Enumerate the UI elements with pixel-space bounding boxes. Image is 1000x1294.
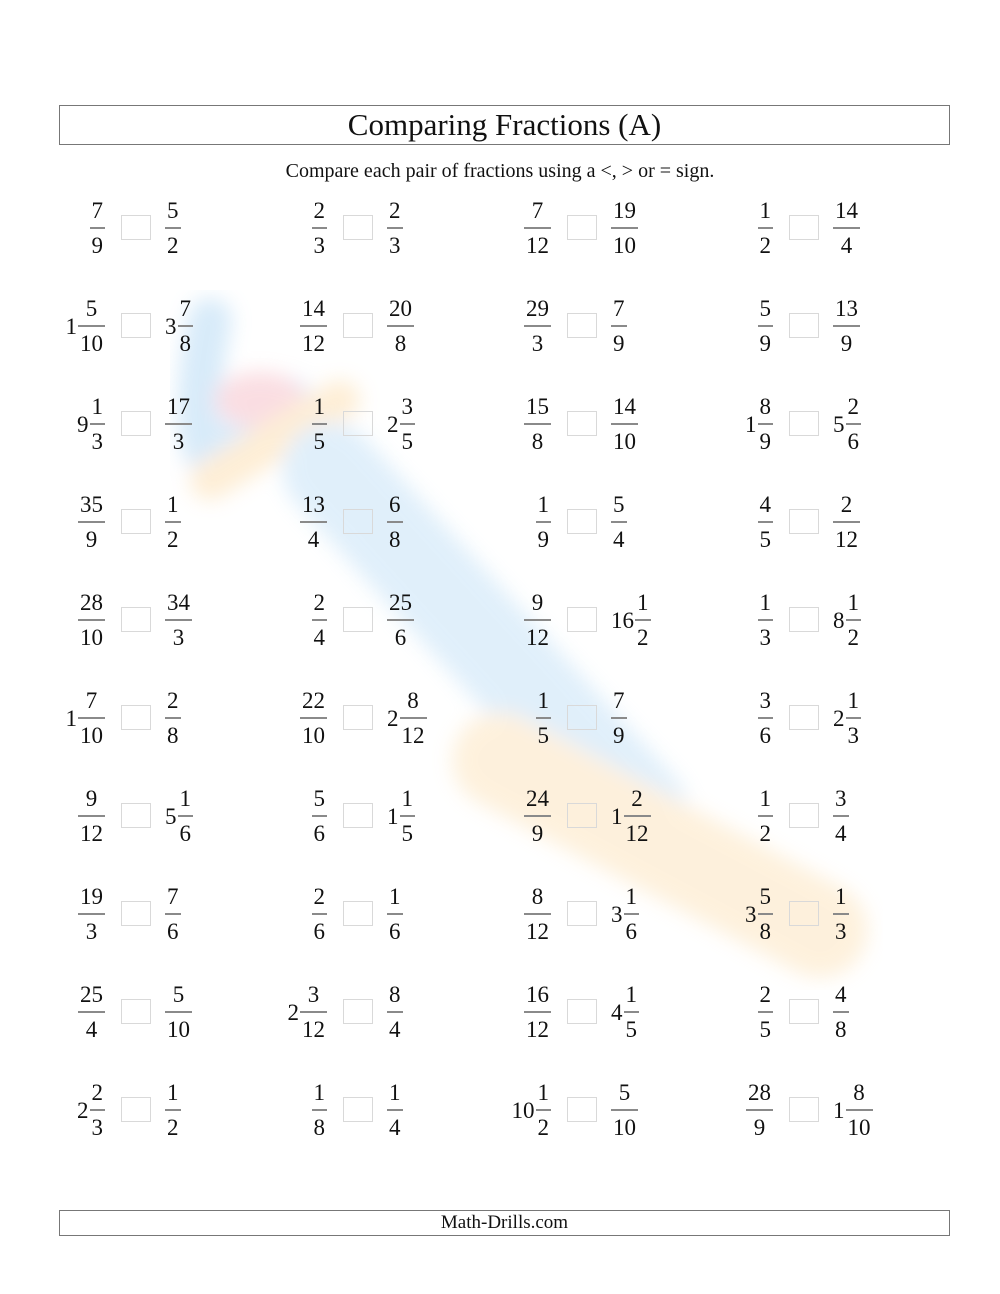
denominator: 6: [394, 625, 407, 650]
numerator: 2: [313, 590, 325, 615]
comparison-problem: [0, 1070, 1000, 1150]
denominator: 2: [537, 1115, 549, 1140]
denominator: 8: [179, 331, 191, 356]
fraction: [833, 983, 849, 1041]
fraction: [846, 689, 862, 747]
denominator: 10: [80, 723, 103, 748]
left-fraction: [758, 972, 774, 1052]
numerator: 3: [401, 394, 413, 419]
numerator: 28: [80, 590, 103, 615]
answer-box[interactable]: [789, 411, 819, 436]
numerator: 9: [531, 590, 544, 615]
numerator: 1: [537, 492, 549, 517]
numerator: 5: [613, 492, 625, 517]
numerator: 3: [835, 786, 847, 811]
fraction: [846, 591, 862, 649]
numerator: 5: [172, 982, 185, 1007]
denominator: 5: [759, 527, 771, 552]
denominator: 8: [759, 919, 771, 944]
left-fraction: [746, 1070, 773, 1150]
denominator: 10: [80, 331, 103, 356]
numerator: 6: [389, 492, 401, 517]
denominator: 12: [526, 233, 549, 258]
answer-box[interactable]: [789, 313, 819, 338]
worksheet-title: Comparing Fractions (A): [59, 105, 950, 145]
right-fraction: [833, 776, 849, 856]
comparison-problem: [0, 580, 1000, 660]
denominator: 9: [840, 331, 853, 356]
numerator: 1: [389, 884, 401, 909]
numerator: 1: [759, 590, 771, 615]
denominator: 5: [759, 1017, 771, 1042]
denominator: 2: [759, 233, 771, 258]
numerator: 7: [613, 296, 625, 321]
numerator: 2: [840, 492, 853, 517]
right-fraction: [833, 678, 861, 758]
denominator: 9: [85, 527, 98, 552]
whole-number: 2: [833, 705, 845, 731]
numerator: 34: [167, 590, 190, 615]
fraction: [758, 591, 774, 649]
denominator: 10: [613, 1115, 636, 1140]
fraction: [758, 493, 774, 551]
numerator: 3: [307, 982, 320, 1007]
right-fraction: [833, 972, 849, 1052]
denominator: 4: [389, 1017, 401, 1042]
denominator: 8: [313, 1115, 325, 1140]
denominator: 9: [531, 821, 544, 846]
numerator: 14: [302, 296, 325, 321]
answer-box[interactable]: [789, 999, 819, 1024]
denominator: 10: [80, 625, 103, 650]
denominator: 9: [753, 1115, 766, 1140]
denominator: 3: [91, 429, 103, 454]
denominator: 8: [531, 429, 544, 454]
numerator: 2: [631, 786, 643, 811]
denominator: 10: [613, 233, 636, 258]
denominator: 4: [840, 233, 853, 258]
left-fraction: [745, 874, 773, 954]
numerator: 16: [526, 982, 549, 1007]
numerator: 2: [759, 982, 771, 1007]
denominator: 12: [526, 625, 549, 650]
denominator: 3: [313, 233, 325, 258]
numerator: 7: [85, 688, 98, 713]
numerator: 5: [313, 786, 325, 811]
numerator: 14: [613, 394, 636, 419]
numerator: 8: [389, 982, 401, 1007]
denominator: 4: [85, 1017, 98, 1042]
denominator: 3: [85, 919, 98, 944]
comparison-problem: [0, 678, 1000, 758]
denominator: 5: [537, 723, 549, 748]
answer-box[interactable]: [789, 509, 819, 534]
numerator: 3: [759, 688, 771, 713]
numerator: 8: [531, 884, 544, 909]
whole-number: 9: [77, 411, 89, 437]
answer-box[interactable]: [789, 803, 819, 828]
whole-number: 8: [833, 607, 845, 633]
numerator: 7: [531, 198, 544, 223]
numerator: 15: [526, 394, 549, 419]
fraction: [833, 787, 849, 845]
numerator: 2: [91, 1080, 103, 1105]
numerator: 7: [91, 198, 103, 223]
fraction: [846, 1081, 873, 1139]
right-fraction: [833, 874, 849, 954]
comparison-problem: [0, 384, 1000, 464]
denominator: 6: [179, 821, 191, 846]
right-fraction: [833, 580, 861, 660]
right-fraction: [833, 482, 860, 562]
numerator: 35: [80, 492, 103, 517]
numerator: 22: [302, 688, 325, 713]
whole-number: 2: [77, 1097, 89, 1123]
numerator: 5: [618, 1080, 631, 1105]
numerator: 1: [91, 394, 103, 419]
numerator: 14: [835, 198, 858, 223]
numerator: 13: [835, 296, 858, 321]
whole-number: 10: [511, 1097, 535, 1123]
denominator: 3: [847, 723, 859, 748]
numerator: 5: [85, 296, 98, 321]
denominator: 2: [167, 527, 179, 552]
denominator: 8: [394, 331, 407, 356]
denominator: 10: [302, 723, 325, 748]
denominator: 3: [531, 331, 544, 356]
numerator: 1: [313, 1080, 325, 1105]
numerator: 1: [625, 884, 637, 909]
numerator: 2: [313, 884, 325, 909]
worksheet-instructions: Compare each pair of fractions using a <, > or = sign.: [285, 160, 715, 182]
numerator: 7: [167, 884, 179, 909]
numerator: 1: [847, 590, 859, 615]
answer-box[interactable]: [789, 901, 819, 926]
numerator: 1: [759, 198, 771, 223]
left-fraction: [758, 286, 774, 366]
numerator: 7: [179, 296, 191, 321]
denominator: 12: [835, 527, 858, 552]
whole-number: 3: [745, 901, 757, 927]
left-fraction: [758, 188, 774, 268]
whole-number: 5: [833, 411, 845, 437]
denominator: 12: [526, 1017, 549, 1042]
whole-number: 1: [833, 1097, 845, 1123]
denominator: 2: [167, 233, 179, 258]
numerator: 8: [853, 1080, 865, 1105]
denominator: 9: [759, 429, 771, 454]
numerator: 7: [613, 688, 625, 713]
numerator: 24: [526, 786, 549, 811]
numerator: 2: [167, 688, 179, 713]
comparison-problem: [0, 482, 1000, 562]
numerator: 8: [407, 688, 419, 713]
fraction: [833, 297, 860, 355]
denominator: 4: [307, 527, 320, 552]
right-fraction: [833, 384, 861, 464]
numerator: 1: [313, 394, 325, 419]
denominator: 3: [759, 625, 771, 650]
denominator: 6: [759, 723, 771, 748]
fraction: [833, 199, 860, 257]
numerator: 2: [847, 394, 859, 419]
denominator: 2: [167, 1115, 179, 1140]
numerator: 1: [537, 688, 549, 713]
numerator: 20: [389, 296, 412, 321]
numerator: 17: [167, 394, 190, 419]
whole-number: 1: [611, 803, 623, 829]
whole-number: 1: [387, 803, 399, 829]
denominator: 10: [847, 1115, 871, 1140]
denominator: 10: [613, 429, 636, 454]
fraction: [746, 1081, 773, 1139]
numerator: 1: [835, 884, 847, 909]
numerator: 1: [167, 492, 179, 517]
answer-box[interactable]: [789, 705, 819, 730]
denominator: 6: [847, 429, 859, 454]
whole-number: 1: [65, 313, 77, 339]
numerator: 1: [389, 1080, 401, 1105]
whole-number: 1: [65, 705, 77, 731]
numerator: 29: [526, 296, 549, 321]
numerator: 9: [85, 786, 98, 811]
denominator: 6: [167, 919, 179, 944]
denominator: 8: [835, 1017, 847, 1042]
denominator: 9: [91, 233, 103, 258]
denominator: 2: [637, 625, 649, 650]
numerator: 1: [847, 688, 859, 713]
left-fraction: [758, 580, 774, 660]
fraction: [833, 493, 860, 551]
left-fraction: [758, 678, 774, 758]
comparison-problem: [0, 188, 1000, 268]
numerator: 2: [313, 198, 325, 223]
numerator: 13: [302, 492, 325, 517]
denominator: 12: [80, 821, 103, 846]
answer-box[interactable]: [789, 215, 819, 240]
numerator: 1: [179, 786, 191, 811]
numerator: 1: [637, 590, 649, 615]
denominator: 9: [759, 331, 771, 356]
left-fraction: [758, 776, 774, 856]
numerator: 1: [759, 786, 771, 811]
denominator: 4: [613, 527, 625, 552]
denominator: 4: [835, 821, 847, 846]
denominator: 3: [91, 1115, 103, 1140]
whole-number: 4: [611, 999, 623, 1025]
right-fraction: [833, 286, 860, 366]
denominator: 8: [389, 527, 401, 552]
right-fraction: [833, 1070, 873, 1150]
denominator: 4: [389, 1115, 401, 1140]
fraction: [758, 787, 774, 845]
numerator: 28: [748, 1080, 771, 1105]
fraction: [846, 395, 862, 453]
denominator: 10: [167, 1017, 190, 1042]
fraction: [758, 885, 774, 943]
comparison-problem: [0, 972, 1000, 1052]
numerator: 5: [167, 198, 179, 223]
denominator: 12: [401, 723, 425, 748]
comparison-problem: [0, 286, 1000, 366]
right-fraction: [833, 188, 860, 268]
numerator: 2: [389, 198, 401, 223]
numerator: 1: [167, 1080, 179, 1105]
denominator: 12: [302, 331, 325, 356]
left-fraction: [758, 482, 774, 562]
denominator: 6: [389, 919, 401, 944]
numerator: 4: [835, 982, 847, 1007]
denominator: 3: [835, 919, 847, 944]
footer-source: Math-Drills.com: [59, 1210, 950, 1236]
fraction: [758, 689, 774, 747]
whole-number: 5: [165, 803, 177, 829]
denominator: 3: [389, 233, 401, 258]
numerator: 25: [389, 590, 412, 615]
whole-number: 2: [387, 411, 399, 437]
numerator: 1: [625, 982, 637, 1007]
denominator: 9: [613, 723, 625, 748]
numerator: 19: [80, 884, 103, 909]
comparison-problem: [0, 776, 1000, 856]
whole-number: 2: [387, 705, 399, 731]
answer-box[interactable]: [789, 1097, 819, 1122]
denominator: 2: [847, 625, 859, 650]
fraction: [833, 885, 849, 943]
answer-box[interactable]: [789, 607, 819, 632]
whole-number: 2: [287, 999, 299, 1025]
whole-number: 3: [165, 313, 177, 339]
numerator: 5: [759, 884, 771, 909]
denominator: 8: [167, 723, 179, 748]
denominator: 5: [313, 429, 325, 454]
denominator: 6: [313, 919, 325, 944]
denominator: 12: [625, 821, 649, 846]
denominator: 4: [313, 625, 325, 650]
whole-number: 1: [745, 411, 757, 437]
fraction: [758, 395, 774, 453]
denominator: 3: [172, 625, 185, 650]
numerator: 4: [759, 492, 771, 517]
denominator: 9: [537, 527, 549, 552]
numerator: 1: [537, 1080, 549, 1105]
whole-number: 3: [611, 901, 623, 927]
numerator: 19: [613, 198, 636, 223]
numerator: 25: [80, 982, 103, 1007]
whole-number: 16: [611, 607, 634, 633]
comparison-problem: [0, 874, 1000, 954]
denominator: 12: [526, 919, 549, 944]
denominator: 12: [302, 1017, 325, 1042]
denominator: 5: [401, 429, 413, 454]
numerator: 8: [759, 394, 771, 419]
denominator: 3: [172, 429, 185, 454]
denominator: 5: [625, 1017, 637, 1042]
fraction: [758, 199, 774, 257]
denominator: 6: [313, 821, 325, 846]
fraction: [758, 297, 774, 355]
denominator: 6: [625, 919, 637, 944]
denominator: 5: [401, 821, 413, 846]
denominator: 9: [613, 331, 625, 356]
denominator: 2: [759, 821, 771, 846]
numerator: 1: [401, 786, 413, 811]
fraction: [758, 983, 774, 1041]
numerator: 5: [759, 296, 771, 321]
left-fraction: [745, 384, 773, 464]
